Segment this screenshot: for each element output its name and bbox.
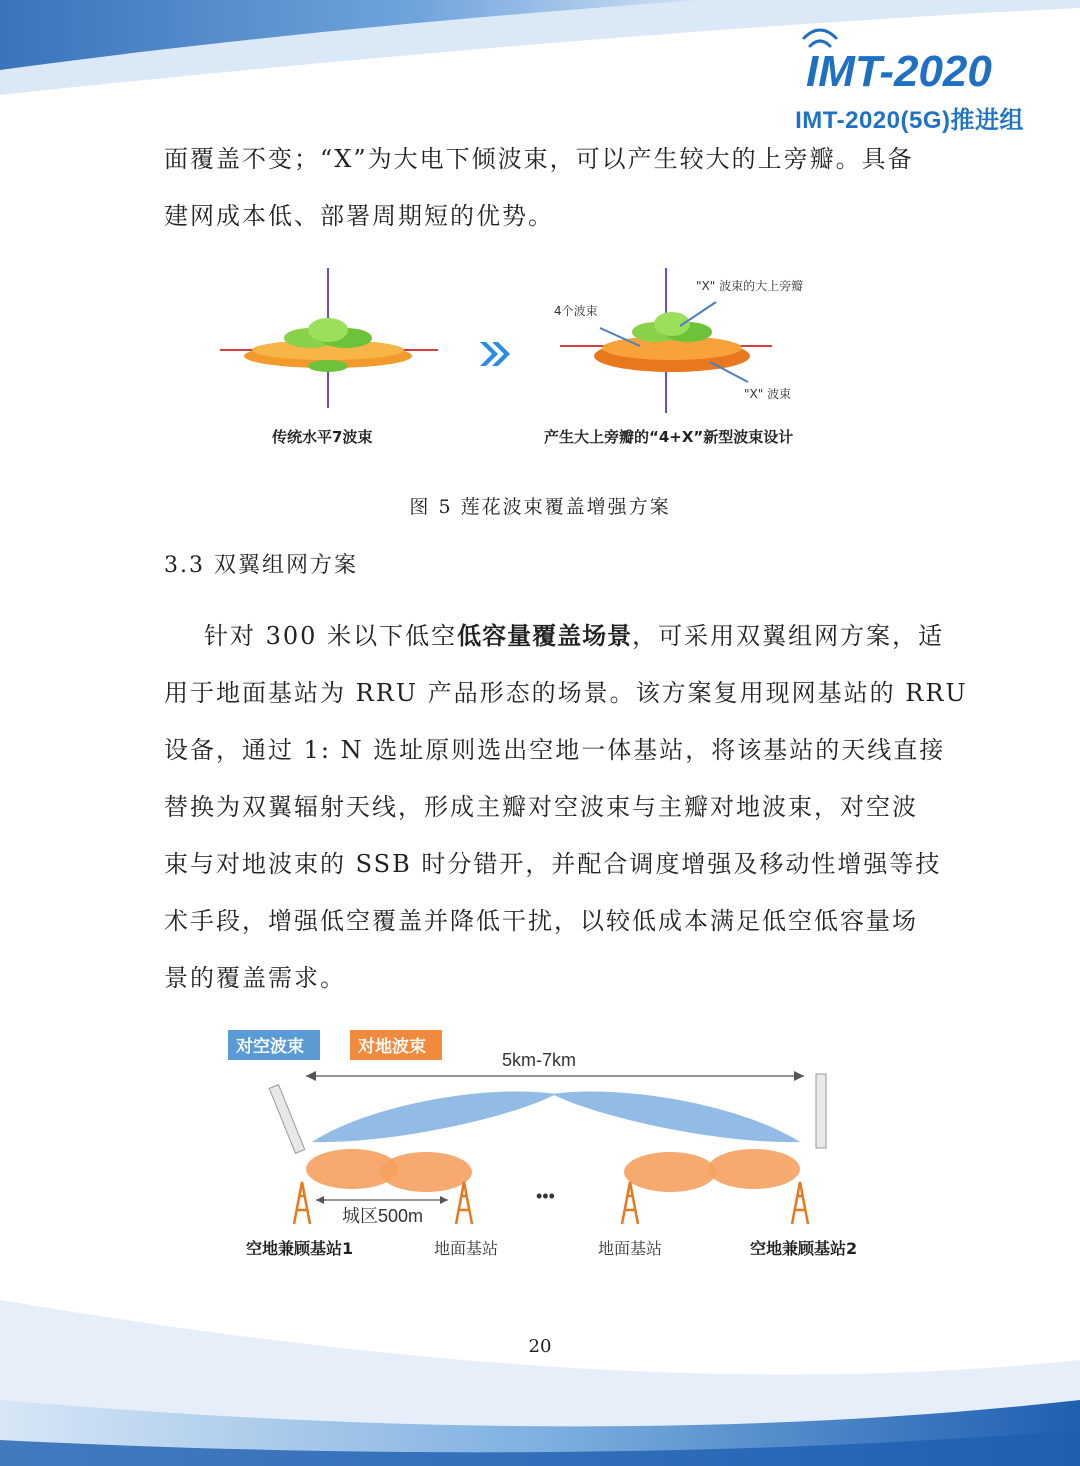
text-line: 用于地面基站为 RRU 产品形态的场景。该方案复用现网基站的 RRU: [164, 679, 968, 707]
antenna-left-icon: [269, 1085, 304, 1154]
air-beam-right: [552, 1091, 800, 1142]
text-line: 设备，通过 1: N 选址原则选出空地一体基站，将该基站的天线直接: [164, 736, 946, 764]
signal-waves-icon: [804, 30, 836, 46]
legend-ground-beam: [350, 1030, 442, 1060]
text-line: 景的覆盖需求。: [164, 964, 346, 992]
station2-label: 空地兼顾基站2: [750, 1239, 858, 1258]
emphasis-text: 低容量覆盖场景: [457, 622, 633, 650]
ground-station-label: 地面基站: [434, 1239, 499, 1258]
figure-dual-wing-network: [220, 1024, 880, 1274]
annotation-side-lobe: "X" 波束的大上旁瓣: [696, 279, 804, 293]
intro-paragraph: [164, 131, 914, 245]
legend-air-text: 对空波束: [236, 1037, 304, 1057]
distance-arrow: [306, 1071, 804, 1081]
urban-spacing-label: 城区500m: [342, 1206, 424, 1226]
body-paragraph: [164, 608, 968, 1007]
double-chevron-right-icon: [480, 342, 510, 366]
air-beam-left: [312, 1091, 556, 1142]
urban-spacing-arrow: [316, 1196, 448, 1204]
annotation-four-beams: 4个波束: [554, 304, 598, 318]
figure5-right-label: 产生大上旁瓣的“4+X”新型波束设计: [544, 428, 794, 446]
text-line: 替换为双翼辐射天线，形成主瓣对空波束与主瓣对地波束，对空波: [164, 793, 918, 821]
logo-wordmark: IMT-2020: [806, 47, 992, 96]
text-line: 术手段，增强低空覆盖并降低干扰，以较低成本满足低空低容量场: [164, 907, 918, 935]
station1-label: 空地兼顾基站1: [246, 1239, 354, 1258]
text-line: 面覆盖不变；“X”为大电下倾波束，可以产生较大的上旁瓣。具备: [164, 145, 914, 173]
figure-5-lotus-beam: [200, 258, 880, 458]
page-number: 20: [528, 1336, 552, 1357]
text-span: ，可采用双翼组网方案，适: [632, 622, 945, 650]
section-heading: 3.3 双翼组网方案: [164, 553, 358, 578]
traditional-beam-diagram: [220, 268, 438, 408]
figure5-caption: 图 5 莲花波束覆盖增强方案: [409, 496, 671, 518]
distance-label: 5km-7km: [502, 1050, 577, 1070]
annotation-x-beam: "X" 波束: [744, 387, 792, 401]
text-line: 建网成本低、部署周期短的优势。: [164, 202, 554, 230]
ground-station-label: 地面基站: [598, 1239, 663, 1258]
text-span: 针对 300 米以下低空: [204, 622, 458, 650]
legend-air-beam: [228, 1030, 320, 1060]
antenna-right-icon: [816, 1074, 826, 1148]
org-name: IMT-2020(5G)推进组: [795, 107, 1024, 134]
figure5-left-label: 传统水平7波束: [272, 428, 373, 446]
text-line-first: [164, 608, 945, 665]
ellipsis-dots: •••: [536, 1186, 555, 1206]
text-line: 束与对地波束的 SSB 时分错开，并配合调度增强及移动性增强等技: [164, 850, 942, 878]
legend-ground-text: 对地波束: [358, 1037, 426, 1057]
